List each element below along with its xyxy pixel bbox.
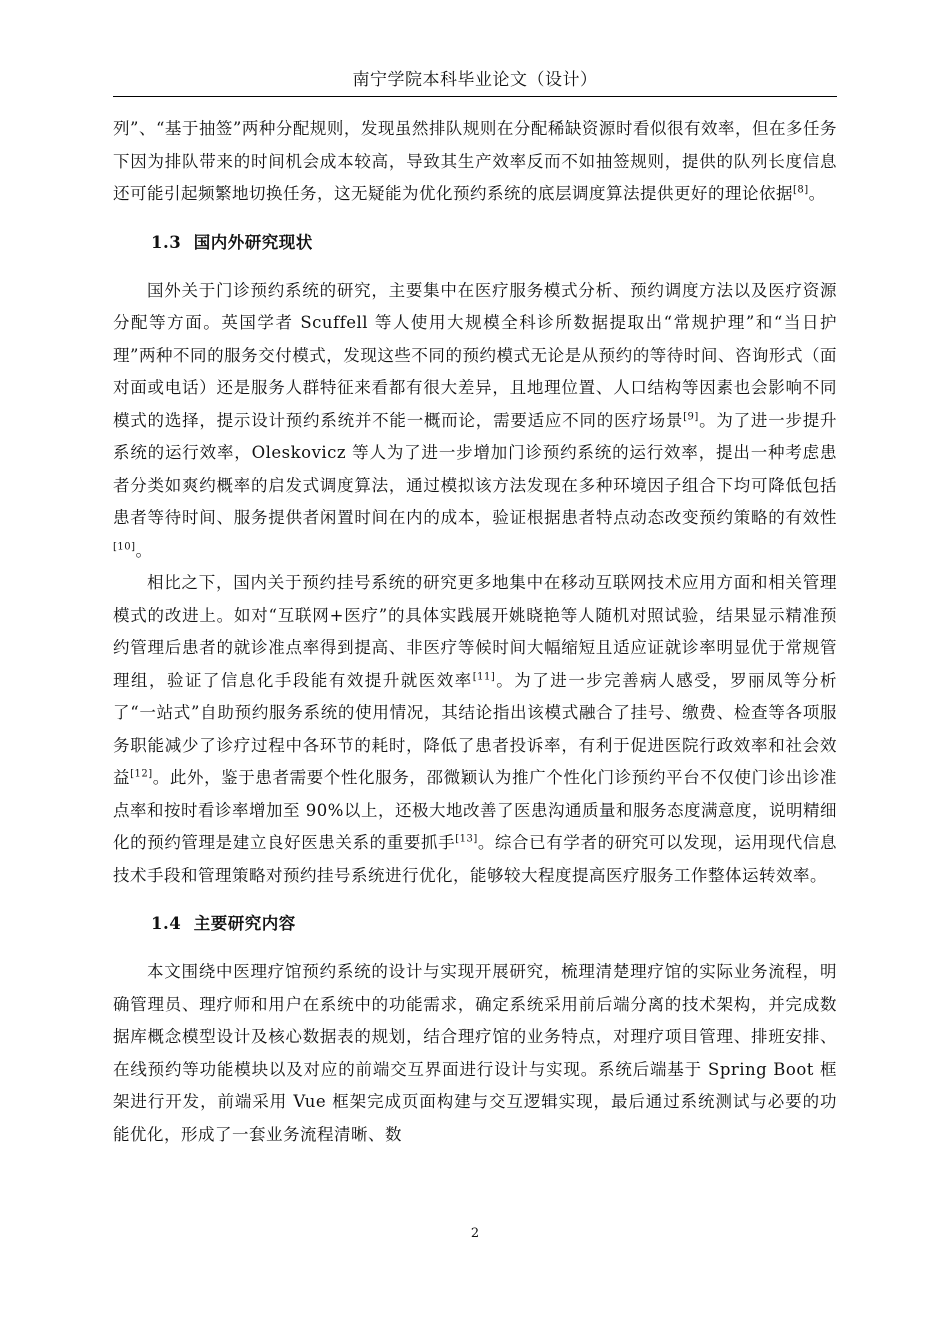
citation-11[interactable]: [11] (472, 671, 496, 682)
citation-12[interactable]: [12] (130, 768, 153, 780)
citation-13[interactable]: [13] (455, 833, 478, 845)
paragraph-text: 。 (135, 540, 153, 560)
header-rule (113, 96, 837, 97)
citation-10[interactable]: [10] (113, 541, 136, 552)
section-number: 1.4 (151, 914, 182, 933)
paragraph-text: 。为了进一步提升系统的运行效率，Oleskovicz 等人为了进一步增加门诊预约系统的运行效率，提出一种考虑患者分类如爽约概率的启发式调度算法，通过模拟该方法发现在多种环境因子组合下均可降低包括患者等待时间、服务提供者闲置时间在内的成本，验证根据患者特点动态改变预约策略的有效性 (113, 410, 838, 527)
section-number: 1.3 (151, 232, 182, 252)
paragraph-main-content (113, 956, 837, 1151)
paragraph-domestic-research (113, 567, 837, 892)
section-title: 主要研究内容 (193, 914, 296, 933)
body-text (113, 113, 837, 1151)
paragraph-text: 。此外，鉴于患者需要个性化服务，邵微颖认为推广个性化门诊预约平台不仅使门诊出诊准点率和按时看诊率增加至 90%以上，还极大地改善了医患沟通质量和服务态度满意度，说明精细化的预约管理是建立良好医患关系的重要抓手 (113, 768, 838, 852)
paragraph-text: 列”、“基于抽签”两种分配规则，发现虽然排队规则在分配稀缺资源时看似很有效率，但在多任务下因为排队带来的时间机会成本较高，导致其生产效率反而不如抽签规则，提供的队列长度信息还可能引起频繁地切换任务，这无疑能为优化预约系统的底层调度算法提供更好的理论依据 (113, 119, 837, 203)
citation-9[interactable]: [9] (683, 411, 699, 422)
paragraph-text: 相比之下，国内关于预约挂号系统的研究更多地集中在移动互联网技术应用方面和相关管理模式的改进上。如对“互联网+医疗”的具体实践展开姚晓艳等人随机对照试验，结果显示精准预约管理后患者的就诊准点率得到提高、非医疗等候时间大幅缩短且适应证就诊率明显优于常规管理组，验证了信息化手段能有效提升就医效率 (113, 573, 837, 690)
paragraph-text: 。为了进一步完善病人感受，罗丽凤等分析了“一站式”自助预约服务系统的使用情况，其结论指出该模式融合了挂号、缴费、检查等各项服务职能减少了诊疗过程中各环节的耗时，降低了患者投诉率，有利于促进医院行政效率和社会效益 (113, 670, 838, 787)
paragraph-foreign-research (113, 275, 837, 568)
section-heading-1-3 (151, 227, 837, 259)
paragraph-text: 。综合已有学者的研究可以发现，运用现代信息技术手段和管理策略对预约挂号系统进行优化，能够较大程度提高医疗服务工作整体运转效率。 (113, 833, 838, 885)
section-title: 国内外研究现状 (193, 232, 313, 252)
running-header: 南宁学院本科毕业论文（设计） (352, 70, 598, 90)
citation-8[interactable]: [8] (793, 184, 809, 196)
paragraph-text: 。 (808, 184, 826, 203)
page-number: 2 (470, 1226, 480, 1241)
paragraph-text: 国外关于门诊预约系统的研究，主要集中在医疗服务模式分析、预约调度方法以及医疗资源分配等方面。英国学者 Scuffell 等人使用大规模全科诊所数据提取出“常规护理”和“当日护理”两种不同的服务交付模式，发现这些不同的预约模式无论是从预约的等待时间、咨询形式（面对面或电话）还是服务人群特征来看都有很大差异，且地理位置、人口结构等因素也会影响不同模式的选择，提示设计预约系统并不能一概而论，需要适应不同的医疗场景 (113, 280, 837, 430)
paragraph-text: 本文围绕中医理疗馆预约系统的设计与实现开展研究，梳理清楚理疗馆的实际业务流程，明确管理员、理疗师和用户在系统中的功能需求，确定系统采用前后端分离的技术架构，并完成数据库概念模型设计及核心数据表的规划，结合理疗馆的业务特点，对理疗项目管理、排班安排、在线预约等功能模块以及对应的前端交互界面进行设计与实现。系统后端基于 Spring Boot 框架进行开发，前端采用 Vue 框架完成页面构建与交互逻辑实现，最后通过系统测试与必要的功能优化，形成了一套业务流程清晰、数 (113, 962, 837, 1144)
section-heading-1-4 (151, 908, 837, 940)
paragraph-continuation (113, 113, 837, 211)
